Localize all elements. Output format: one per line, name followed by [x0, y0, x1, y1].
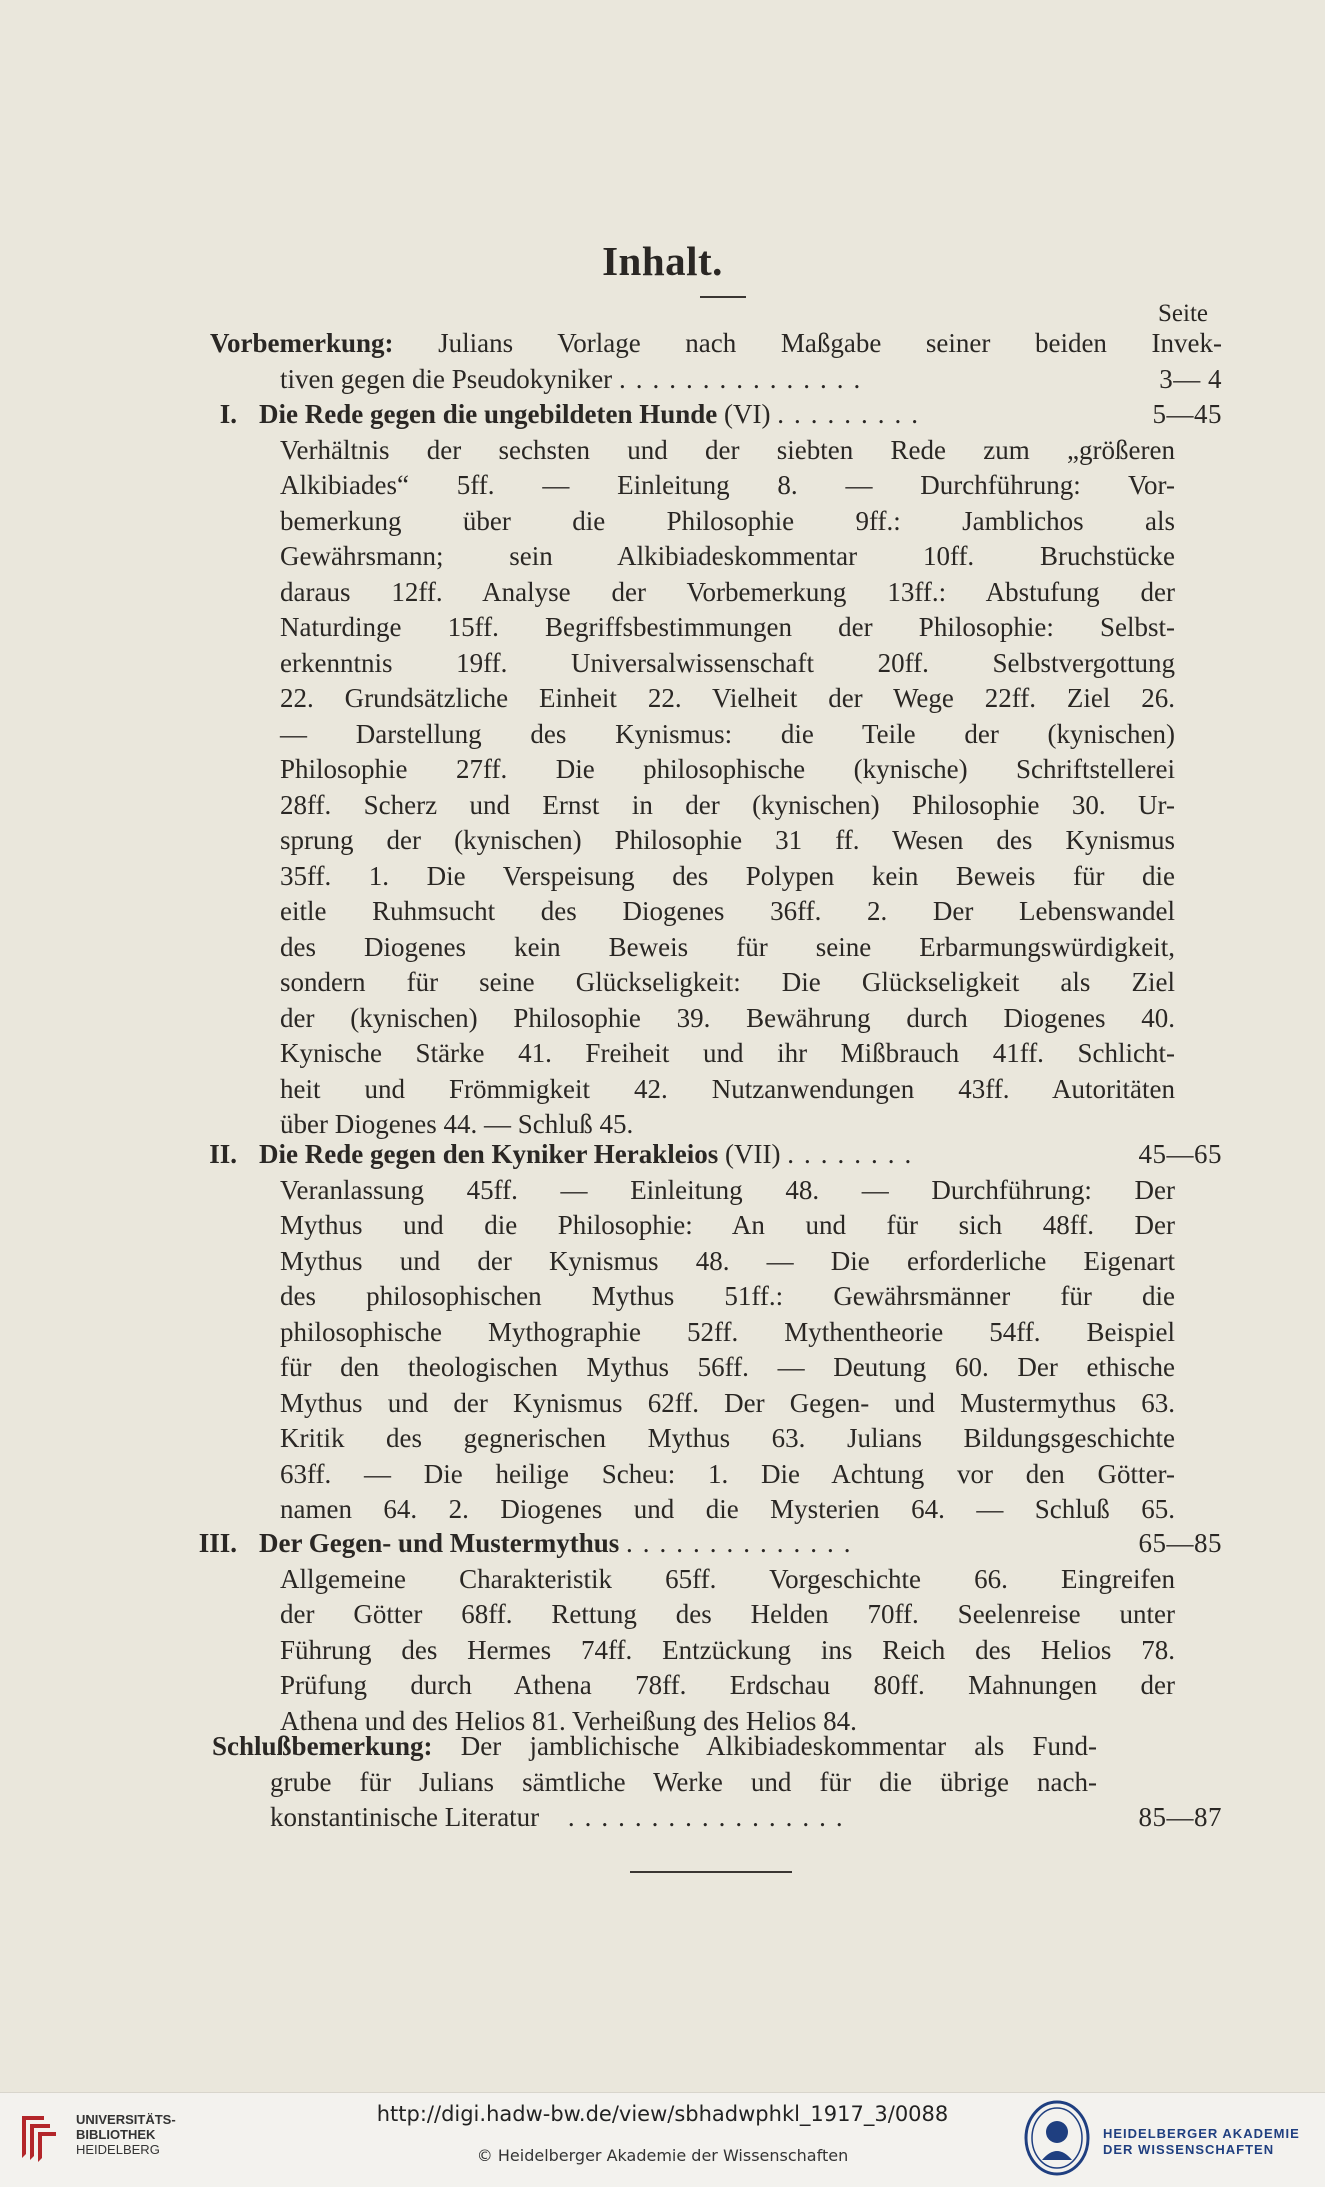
- entry-heading: Schlußbemerkung:: [212, 1731, 433, 1761]
- body-line: Kritik des gegnerischen Mythus 63. Julians Bildungsgeschichte: [280, 1423, 1175, 1453]
- toc-entry-schlussbemerkung: [212, 1729, 1222, 1836]
- body-line: Kynische Stärke 41. Freiheit und ihr Mißbrauch 41ff. Schlicht-: [280, 1038, 1175, 1068]
- title-rule: [700, 296, 746, 298]
- body-line: Gewährsmann; sein Alkibiadeskommentar 10ff. Bruchstücke: [280, 541, 1175, 571]
- body-line: bemerkung über die Philosophie 9ff.: Jamblichos als: [280, 505, 1175, 536]
- page-title: Inhalt.: [602, 238, 723, 284]
- body-line: Philosophie 27ff. Die philosophische (kynische) Schriftstellerei: [280, 754, 1175, 784]
- body-line: grube für Julians sämtliche Werke und für die übrige nach-: [270, 1766, 1097, 1797]
- toc-entry-section-1: [212, 397, 1222, 1143]
- body-line: des philosophischen Mythus 51ff.: Gewährsmänner für die: [280, 1281, 1175, 1311]
- entry-text: tiven gegen die Pseudokyniker: [280, 363, 613, 394]
- body-line: namen 64. 2. Diogenes und die Mysterien 64. — Schluß 65.: [280, 1494, 1175, 1524]
- body-line: Mythus und der Kynismus 62ff. Der Gegen- und Mustermythus 63.: [280, 1387, 1175, 1418]
- library-name-line: UNIVERSITÄTS-: [76, 2112, 176, 2127]
- body-line: daraus 12ff. Analyse der Vorbemerkung 13ff.: Abstufung der: [280, 576, 1175, 607]
- entry-heading: Vorbemerkung:: [210, 328, 394, 358]
- library-name-line: BIBLIOTHEK: [76, 2127, 156, 2142]
- section-number: I.: [219, 399, 237, 429]
- body-line: 28ff. Scherz und Ernst in der (kynischen) Philosophie 30. Ur-: [280, 789, 1175, 820]
- leader-dots: .........: [777, 399, 928, 429]
- academy-name: [1103, 2126, 1300, 2158]
- leader-dots: .................: [567, 1802, 853, 1832]
- entry-text: Julians Vorlage nach Maßgabe seiner beiden Invek-: [438, 328, 1222, 358]
- toc-entry-section-2: [209, 1137, 1222, 1528]
- library-name-line: HEIDELBERG: [76, 2142, 160, 2157]
- toc-line: [198, 1526, 1222, 1562]
- body-line: 35ff. 1. Die Verspeisung des Polypen kein Beweis für die: [280, 860, 1175, 891]
- body-line: über Diogenes 44. — Schluß 45.: [280, 1109, 634, 1139]
- entry-body: [212, 1173, 1175, 1528]
- body-line: 63ff. — Die heilige Scheu: 1. Die Achtung vor den Götter-: [280, 1458, 1175, 1489]
- body-line: philosophische Mythographie 52ff. Mythentheorie 54ff. Beispiel: [280, 1316, 1175, 1347]
- body-line: Athena und des Helios 81. Verheißung des Helios 84.: [280, 1705, 857, 1736]
- toc-line: [209, 1137, 1222, 1173]
- body-line: eitle Ruhmsucht des Diogenes 36ff. 2. Der Lebenswandel: [280, 896, 1175, 926]
- body-line: Mythus und der Kynismus 48. — Die erforderliche Eigenart: [280, 1245, 1175, 1276]
- section-number: II.: [209, 1139, 237, 1169]
- academy-seal-icon: [1022, 2098, 1092, 2178]
- body-line: für den theologischen Mythus 56ff. — Deutung 60. Der ethische: [280, 1352, 1175, 1382]
- permalink-url[interactable]: http://digi.hadw-bw.de/view/sbhadwphkl_1917_3/0088: [376, 2102, 949, 2126]
- entry-text: konstantinische Literatur: [270, 1802, 540, 1832]
- entry-body: [212, 433, 1175, 1143]
- section-number: III.: [198, 1528, 237, 1558]
- entry-text: (VII): [724, 1139, 781, 1169]
- page-column-label: Seite: [1158, 300, 1208, 327]
- body-line: Veranlassung 45ff. — Einleitung 48. — Durchführung: Der: [280, 1174, 1175, 1205]
- body-line: Mythus und die Philosophie: An und für sich 48ff. Der: [280, 1210, 1175, 1240]
- body-line: des Diogenes kein Beweis für seine Erbarmungswürdigkeit,: [280, 931, 1175, 962]
- body-line: heit und Frömmigkeit 42. Nutzanwendungen 43ff. Autoritäten: [280, 1073, 1175, 1104]
- body-line: der (kynischen) Philosophie 39. Bewährung durch Diogenes 40.: [280, 1002, 1175, 1033]
- body-line: der Götter 68ff. Rettung des Helden 70ff. Seelenreise unter: [280, 1599, 1175, 1629]
- toc-line: [210, 326, 1222, 362]
- leader-dots: ........: [787, 1139, 922, 1169]
- toc-entry-vorbemerkung: [212, 326, 1222, 397]
- toc-line: [212, 362, 1222, 398]
- body-line: sondern für seine Glückseligkeit: Die Glückseligkeit als Ziel: [280, 967, 1175, 997]
- closing-rule: [630, 1871, 792, 1873]
- body-line: Prüfung durch Athena 78ff. Erdschau 80ff. Mahnungen der: [280, 1670, 1175, 1700]
- page-range: 3— 4: [1159, 363, 1222, 394]
- leader-dots: ..............: [626, 1528, 861, 1558]
- body-line: Führung des Hermes 74ff. Entzückung ins Reich des Helios 78.: [280, 1634, 1175, 1665]
- body-line: — Darstellung des Kynismus: die Teile der (kynischen): [280, 718, 1175, 749]
- body-line: Naturdinge 15ff. Begriffsbestimmungen der Philosophie: Selbst-: [280, 612, 1175, 642]
- toc-entry-section-3: [198, 1526, 1222, 1739]
- page-range: 5—45: [1152, 399, 1222, 429]
- toc-line: [212, 1729, 1097, 1765]
- entry-body: [212, 1562, 1175, 1740]
- page-range: 65—85: [1138, 1528, 1222, 1558]
- copyright-notice: © Heidelberger Akademie der Wissenschaften: [476, 2146, 849, 2165]
- body-line: Alkibiades“ 5ff. — Einleitung 8. — Durchführung: Vor-: [280, 470, 1175, 500]
- entry-heading: Der Gegen- und Mustermythus: [259, 1528, 620, 1558]
- academy-name-line: DER WISSENSCHAFTEN: [1103, 2142, 1275, 2157]
- academy-name-line: HEIDELBERGER AKADEMIE: [1103, 2126, 1300, 2141]
- toc-line: [212, 397, 1222, 433]
- entry-text: Der jamblichische Alkibiadeskommentar als Fund-: [460, 1731, 1097, 1761]
- body-line: sprung der (kynischen) Philosophie 31 ff. Wesen des Kynismus: [280, 825, 1175, 855]
- entry-heading: Die Rede gegen den Kyniker Herakleios: [259, 1139, 719, 1169]
- entry-text: (VI): [724, 399, 771, 429]
- toc-line: [212, 1800, 1222, 1836]
- entry-heading: Die Rede gegen die ungebildeten Hunde: [259, 399, 718, 429]
- leader-dots: ...............: [618, 363, 871, 394]
- body-line: erkenntnis 19ff. Universalwissenschaft 20ff. Selbstvergottung: [280, 647, 1175, 678]
- page-range: 85—87: [1138, 1802, 1222, 1832]
- body-line: Allgemeine Charakteristik 65ff. Vorgeschichte 66. Eingreifen: [280, 1563, 1175, 1594]
- entry-body: [212, 1765, 1097, 1801]
- body-line: 22. Grundsätzliche Einheit 22. Vielheit der Wege 22ff. Ziel 26.: [280, 683, 1175, 713]
- body-line: Verhältnis der sechsten und der siebten Rede zum „größeren: [280, 434, 1175, 465]
- page-range: 45—65: [1138, 1139, 1222, 1169]
